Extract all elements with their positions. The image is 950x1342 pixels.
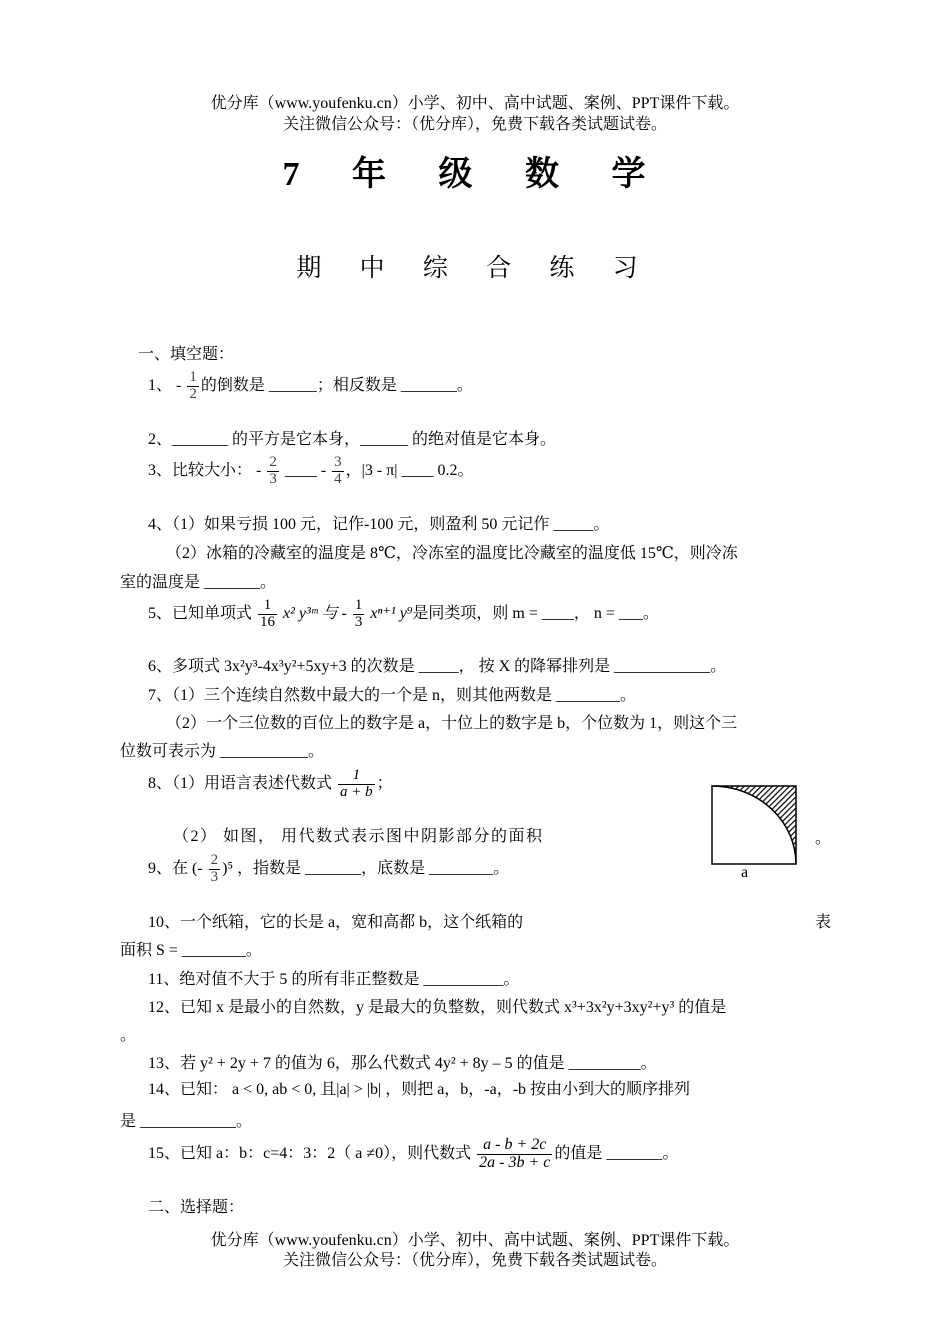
q5-numerator-2: 1	[354, 597, 363, 613]
page-title: 7 年 级 数 学	[282, 156, 668, 193]
question-12-line-1: 12、已知 x 是最小的自然数，y 是最大的负整数，则代数式 x³+3x²y+3xy²+y³ 的值是	[148, 999, 727, 1016]
question-14-line-2: 是 ____________。	[120, 1113, 253, 1130]
q1-numerator: 1	[189, 369, 197, 385]
q8-prefix: 8、（1）用语言表述代数式	[148, 774, 333, 792]
question-11: 11、绝对值不大于 5 的所有非正整数是 __________。	[148, 971, 520, 988]
header-line-1: 优分库（www.youfenku.cn）小学、初中、高中试题、案例、PPT课件下载。	[210, 95, 740, 112]
question-8-part-1	[148, 768, 393, 801]
question-7-part-2-line-1: （2）一个三位数的百位上的数字是 a，十位上的数字是 b，个位数为 1，则这个三	[166, 715, 738, 732]
question-6: 6、多项式 3x²y³-4x³y²+5xy+3 的次数是 _____， 按 X 的降幂排列是 ____________。	[148, 658, 727, 675]
q5-numerator-1: 1	[258, 598, 277, 615]
shaded-region-figure	[708, 782, 800, 866]
q3-denominator-2: 4	[334, 470, 342, 487]
question-14-line-1: 14、已知： a < 0, ab < 0, 且|a| > |b| ，则把 a，b，-a，-b 按由小到大的顺序排列	[148, 1081, 691, 1098]
question-2: 2、_______ 的平方是它本身，______ 的绝对值是它本身。	[148, 431, 557, 448]
q3-fraction-2	[332, 455, 344, 488]
question-4-part-2-line-1: （2）冰箱的冷藏室的温度是 8℃，冷冻室的温度比冷藏室的温度低 15℃，则冷冻	[166, 545, 738, 562]
q15-prefix: 15、已知 a：b：c=4：3：2（ a ≠0），则代数式	[148, 1144, 472, 1162]
q15-suffix: 的值是 _______。	[554, 1144, 679, 1162]
q15-numerator: a - b + 2c	[477, 1137, 552, 1155]
q1-fraction	[187, 370, 199, 403]
q1-suffix: 的倒数是 ______；相反数是 _______。	[200, 376, 473, 394]
q9-suffix: )⁵ ，指数是 _______，底数是 ________。	[222, 859, 510, 877]
q5-denominator-2: 3	[354, 613, 363, 630]
q3-fraction-1	[267, 455, 279, 488]
q5-denominator-1: 16	[260, 613, 276, 630]
q9-denominator: 3	[210, 868, 219, 885]
footer-line-2: 关注微信公众号：（优分库），免费下载各类试题试卷。	[282, 1252, 667, 1269]
q5-prefix: 5、已知单项式	[148, 604, 253, 622]
q8-fraction	[338, 768, 375, 801]
q9-numerator: 2	[210, 852, 219, 868]
q3-middle: ____ -	[284, 461, 327, 479]
question-7-part-2-line-2: 位数可表示为 ___________。	[120, 743, 325, 760]
q5-fraction-1	[258, 598, 277, 631]
question-10-line-2: 面积 S = ________。	[120, 942, 262, 959]
question-3	[148, 455, 474, 488]
q5-monomial-2: xⁿ⁺¹ y⁹	[370, 604, 413, 622]
q1-denominator: 2	[189, 385, 197, 402]
q3-numerator-1: 2	[269, 454, 277, 470]
question-15	[148, 1137, 678, 1172]
q8-numerator: 1	[338, 768, 375, 785]
q15-fraction	[477, 1137, 552, 1172]
q5-fraction-2	[353, 598, 365, 631]
question-13: 13、若 y² + 2y + 7 的值为 6，那么代数式 4y² + 8y – 5 的值是 _________。	[148, 1055, 657, 1072]
question-5	[148, 598, 659, 631]
q15-denominator: 2a - 3b + c	[479, 1153, 551, 1171]
section-heading-fill-blank: 一、填空题：	[138, 346, 235, 363]
q9-fraction	[209, 853, 221, 886]
q3-suffix: ，|3 - π| ____ 0.2。	[345, 461, 474, 479]
q9-prefix: 9、在 (-	[148, 859, 203, 877]
q1-prefix: 1、 -	[148, 376, 182, 394]
q8-denominator: a + b	[340, 783, 373, 800]
question-8-part-2: （2） 如图， 用代数式表示图中阴影部分的面积	[173, 828, 544, 845]
question-10-line-1: 10、一个纸箱，它的长是 a，宽和高都 b，这个纸箱的	[148, 914, 524, 931]
page-subtitle: 期 中 综 合 练 习	[296, 255, 654, 282]
q3-prefix: 3、比较大小： -	[148, 461, 262, 479]
question-9	[148, 853, 509, 886]
question-7-part-1: 7、（1）三个连续自然数中最大的一个是 n，则其他两数是 ________。	[148, 687, 637, 704]
q8-suffix: ；	[376, 774, 393, 792]
q3-numerator-2: 3	[334, 454, 342, 470]
header-line-2: 关注微信公众号：（优分库），免费下载各类试题试卷。	[282, 116, 667, 133]
question-1	[148, 370, 473, 403]
question-10-line-1-end: 表	[815, 914, 832, 931]
question-4-part-2-line-2: 室的温度是 _______。	[120, 574, 277, 591]
figure-side-label: a	[741, 864, 749, 881]
question-4-part-1: 4、（1）如果亏损 100 元，记作-100 元，则盈利 50 元记作 _____。	[148, 516, 610, 533]
question-12-line-2: 。	[120, 1027, 137, 1044]
footer-line-1: 优分库（www.youfenku.cn）小学、初中、高中试题、案例、PPT课件下载。	[210, 1232, 740, 1249]
q5-suffix: 是同类项，则 m = ____， n = ___。	[412, 604, 659, 622]
section-heading-multiple-choice: 二、选择题：	[148, 1199, 245, 1216]
shaded-area	[712, 786, 796, 864]
question-8-part-2-end: 。	[815, 830, 832, 847]
q3-denominator-1: 3	[269, 470, 277, 487]
q5-monomial-1: x² y³ᵐ 与 -	[283, 604, 347, 622]
